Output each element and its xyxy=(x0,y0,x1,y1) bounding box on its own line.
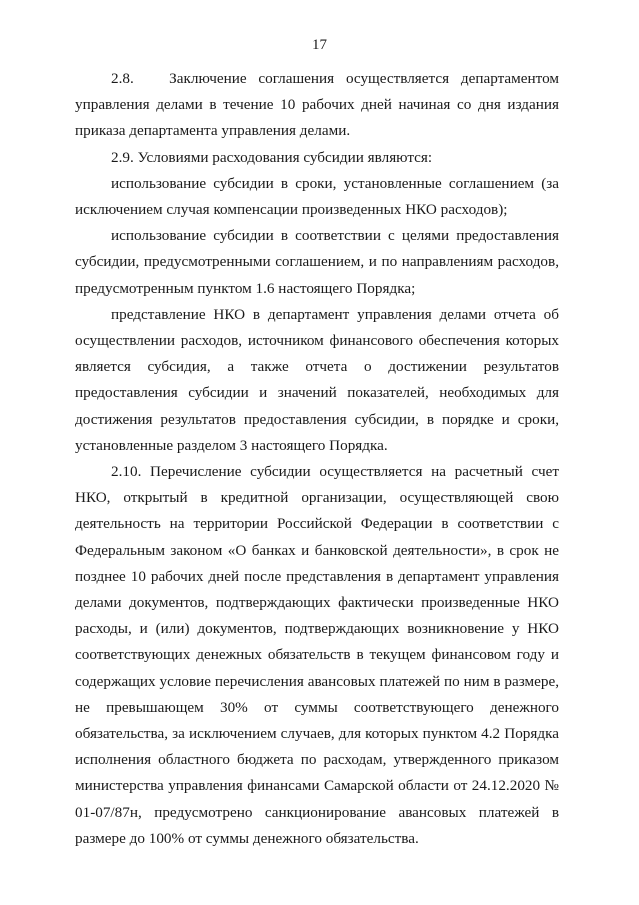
paragraph-condition-terms: использование субсидии в сроки, установленные соглашением (за исключением случая компенсации произведенных НКО расходов); xyxy=(75,174,559,219)
document-body xyxy=(75,66,559,852)
paragraph-2-10: 2.10. Перечисление субсидии осуществляется на расчетный счет НКО, открытый в кредитной организации, осуществляющей свою деятельность на территории Российской Федерации в соответствии с Федеральным законом «О банках и банковской деятельности», в срок не позднее 10 рабочих дней после представления в департамент управления делами документов, подтверждающих фактически произведенные НКО расходы, и (или) документов, подтверждающих возникновение у НКО соответствующих денежных обязательств в текущем финансовом году и содержащих условие перечисления авансовых платежей по ним в размере, не превышающем 30% от суммы соответствующего денежного обязательства, за исключением случаев, для которых пунктом 4.2 Порядка исполнения областного бюджета по расходам, утвержденного приказом министерства управления финансами Самарской области от 24.12.2020 № 01-07/87н, предусмотрено санкционирование авансовых платежей в размере до 100% от суммы денежного обязательства. xyxy=(75,463,559,847)
paragraph-2-8: 2.8. Заключение соглашения осуществляется департаментом управления делами в течение 10 рабочих дней начиная со дня издания приказа департамента управления делами. xyxy=(75,70,559,140)
paragraph-2-9: 2.9. Условиями расходования субсидии являются: xyxy=(111,148,433,166)
paragraph-condition-reporting: представление НКО в департамент управления делами отчета об осуществлении расходов, источником финансового обеспечения которых является субсидия, а также отчета о достижении результатов предоставления субсидии и значений показателей, необходимых для достижения результатов предоставления субсидии, в порядке и сроки, установленные разделом 3 настоящего Порядка. xyxy=(75,305,559,454)
page-number: 17 xyxy=(312,37,327,53)
paragraph-condition-purposes: использование субсидии в соответствии с целями предоставления субсидии, предусмотренными соглашением, и по направлениям расходов, предусмотренным пунктом 1.6 настоящего Порядка; xyxy=(75,227,559,297)
